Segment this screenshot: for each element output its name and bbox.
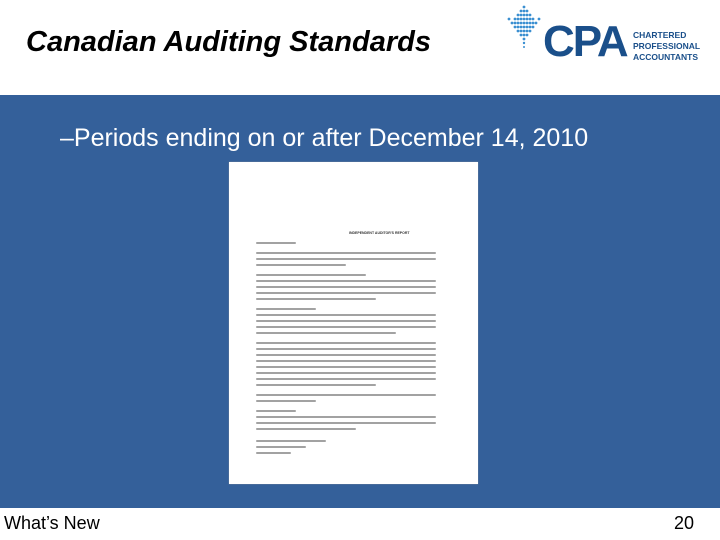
document-text-line (256, 264, 346, 266)
document-text-line (256, 292, 436, 294)
document-text-line (256, 258, 436, 260)
document-text-line (256, 384, 376, 386)
slide-title: Canadian Auditing Standards (26, 26, 431, 58)
document-text-line (256, 452, 291, 454)
document-text-line (256, 440, 326, 442)
document-text-line (256, 394, 436, 396)
cpa-subtitle-line2: PROFESSIONAL (633, 41, 701, 51)
document-text-line (256, 428, 356, 430)
document-text-line (256, 242, 296, 244)
page-number: 20 (673, 513, 694, 533)
cpa-logo (505, 4, 715, 74)
document-text-line (256, 308, 316, 310)
document-heading: INDEPENDENT AUDITOR'S REPORT (349, 231, 410, 235)
document-text-line (256, 422, 436, 424)
document-text-line (256, 274, 366, 276)
document-text-line (256, 286, 436, 288)
document-text-line (256, 314, 436, 316)
document-text-line (256, 342, 436, 344)
cpa-subtitle-line3: ACCOUNTANTS (633, 52, 699, 62)
document-text-line (256, 320, 436, 322)
cpa-subtitle (633, 30, 700, 63)
cpa-wordmark: CPA (543, 17, 627, 66)
document-text-line (256, 446, 306, 448)
document-text-line (256, 400, 316, 402)
document-text-line (256, 410, 296, 412)
footer-section-label: What’s New (4, 513, 100, 533)
maple-leaf-dots-icon (505, 4, 545, 66)
document-text-line (256, 372, 436, 374)
document-text-line (256, 252, 436, 254)
document-text-line (256, 280, 436, 282)
document-text-line (256, 298, 376, 300)
document-text-line (256, 366, 436, 368)
document-text-line (256, 416, 436, 418)
document-text-line (256, 378, 436, 380)
slide-footer (0, 508, 720, 540)
document-thumbnail (229, 162, 478, 484)
slide-header (0, 0, 720, 95)
bullet-text: –Periods ending on or after December 14, 2010 (60, 124, 589, 152)
document-text-line (256, 326, 436, 328)
cpa-subtitle-line1: CHARTERED (633, 30, 687, 40)
document-text-line (256, 332, 396, 334)
document-text-line (256, 354, 436, 356)
document-text-line (256, 348, 436, 350)
document-text-line (256, 360, 436, 362)
